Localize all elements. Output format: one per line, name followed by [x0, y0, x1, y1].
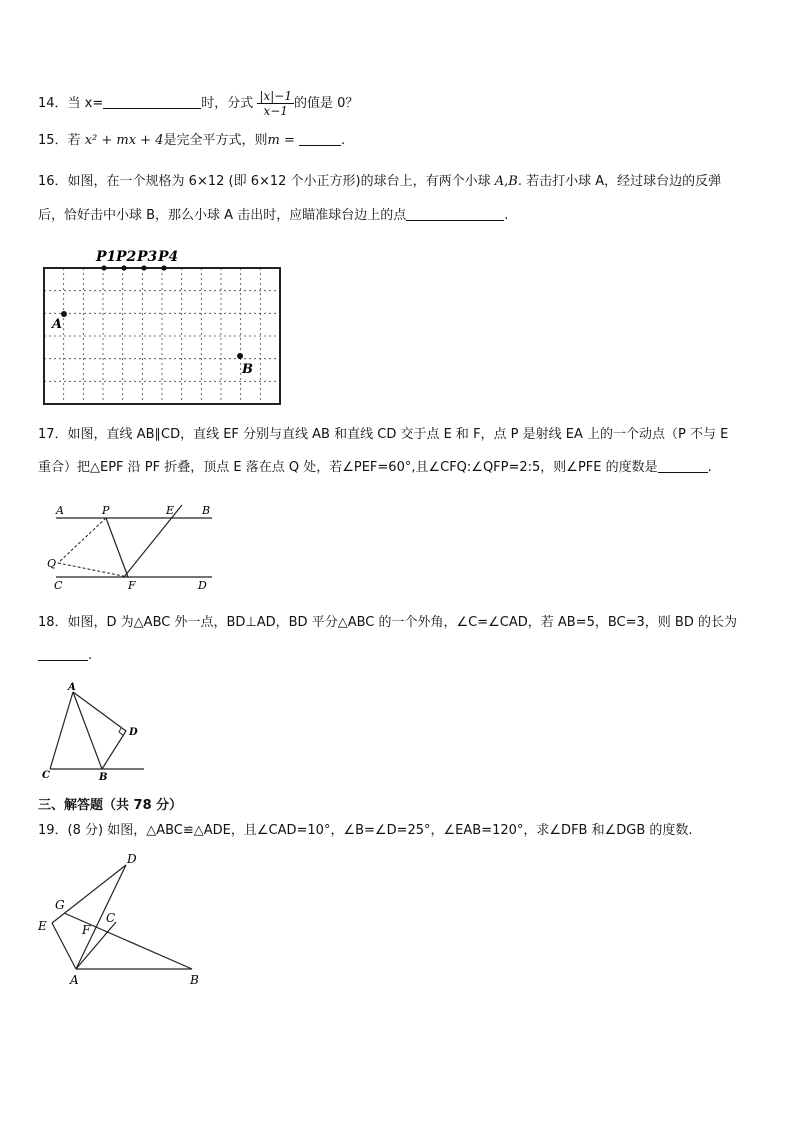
fraction-denominator: x−1	[263, 104, 288, 118]
q15-text-mid: 是完全平方式，则	[163, 133, 268, 148]
section-title: 三、解答题（共 78 分）	[38, 798, 183, 813]
segment-qf	[58, 563, 128, 577]
ball-b	[237, 353, 243, 359]
q16-line-1-text: 16．如图，在一个规格为 6×12 (即 6×12 个小正方形)的球台上，有两个小球	[38, 174, 491, 189]
question-17-line-2	[38, 458, 712, 477]
label-c: C	[106, 911, 116, 925]
label-b: B	[242, 362, 253, 377]
answer-blank-17[interactable]	[658, 458, 708, 473]
answer-blank-16[interactable]	[406, 206, 504, 221]
billiard-table-figure	[40, 244, 285, 406]
label-e: E	[166, 504, 175, 517]
label-f: F	[82, 923, 91, 937]
segment-ac	[50, 692, 73, 769]
label-a: A	[70, 973, 79, 987]
q14-text-before: 14．当 x=	[38, 96, 104, 111]
segment-ae	[52, 923, 76, 969]
label-p: P	[102, 504, 110, 517]
point-p2	[121, 265, 126, 270]
q15-text-before: 15．若	[38, 133, 81, 148]
q17-line-2-end: .	[707, 460, 712, 475]
q14-text-mid: 时，分式	[201, 96, 254, 111]
congruent-triangles-figure	[34, 850, 206, 990]
label-b: B	[190, 973, 199, 987]
label-a: A	[68, 682, 76, 693]
fraction-numerator: |x|−1	[259, 89, 292, 103]
point-p3	[141, 265, 146, 270]
question-16-line-2	[38, 206, 508, 225]
label-p2: P2	[116, 249, 137, 265]
label-d: D	[129, 727, 138, 738]
q16-line-2-text: 后，恰好击中小球 B，那么小球 A 击出时，应瞄准球台边上的点	[38, 208, 407, 223]
answer-blank-15[interactable]	[299, 131, 341, 146]
label-b: B	[99, 772, 108, 783]
segment-ab	[73, 692, 102, 769]
segment-ad	[76, 865, 126, 969]
label-a: A	[56, 504, 64, 517]
label-f: F	[128, 579, 136, 592]
q14-text-after: 的值是 0？	[293, 96, 359, 111]
fraction	[257, 89, 294, 118]
q17-line-2-text: 重合）把△EPF 沿 PF 折叠，顶点 E 落在点 Q 处，若∠PEF=60°,且∠CFQ:∠QFP=2:5，则∠PFE 的度数是	[38, 460, 658, 475]
segment-bd	[102, 731, 126, 769]
label-c: C	[42, 770, 50, 781]
q15-end: .	[341, 133, 346, 148]
segment-pq	[58, 518, 106, 563]
q16-line-2-end: .	[504, 208, 509, 223]
q15-variable: m =	[267, 133, 295, 148]
question-15	[38, 131, 345, 150]
label-a: A	[52, 317, 63, 332]
q16-line-1-end: . 若击打小球 A，经过球台边的反弹	[517, 174, 722, 189]
triangle-abc-figure	[40, 678, 150, 784]
parallel-lines-figure	[40, 500, 230, 596]
answer-blank-18[interactable]	[38, 646, 88, 661]
segment-pf	[106, 518, 128, 577]
question-14	[38, 89, 358, 118]
label-p4: P4	[158, 249, 179, 265]
question-18-line-2	[38, 646, 92, 665]
q18-line-2-end: .	[88, 648, 93, 663]
question-18-line-1: 18．如图，D 为△ABC 外一点，BD⊥AD，BD 平分△ABC 的一个外角，∠C=∠CAD，若 AB=5，BC=3，则 BD 的长为	[38, 615, 737, 630]
label-d: D	[198, 579, 207, 592]
label-d: D	[127, 852, 137, 866]
point-p1	[101, 265, 106, 270]
point-p4	[161, 265, 166, 270]
label-p3: P3	[137, 249, 158, 265]
label-c: C	[54, 579, 63, 592]
label-g: G	[55, 898, 65, 912]
label-e: E	[38, 919, 47, 933]
label-q: Q	[47, 557, 57, 570]
question-17-line-1: 17．如图，直线 AB∥CD，直线 EF 分别与直线 AB 和直线 CD 交于点 E 和 F，点 P 是射线 EA 上的一个动点（P 不与 E	[38, 427, 729, 442]
q15-expression: x² + mx + 4	[84, 133, 164, 148]
label-p1: P1	[96, 249, 117, 265]
q16-balls: A,B	[494, 174, 518, 189]
label-b: B	[202, 504, 211, 517]
answer-blank-14[interactable]	[103, 94, 201, 109]
table-grid	[44, 268, 280, 404]
question-16-line-1	[38, 173, 721, 191]
question-19: 19．(8 分) 如图，△ABC≌△ADE，且∠CAD=10°，∠B=∠D=25°，∠EAB=120°，求∠DFB 和∠DGB 的度数.	[38, 823, 693, 838]
